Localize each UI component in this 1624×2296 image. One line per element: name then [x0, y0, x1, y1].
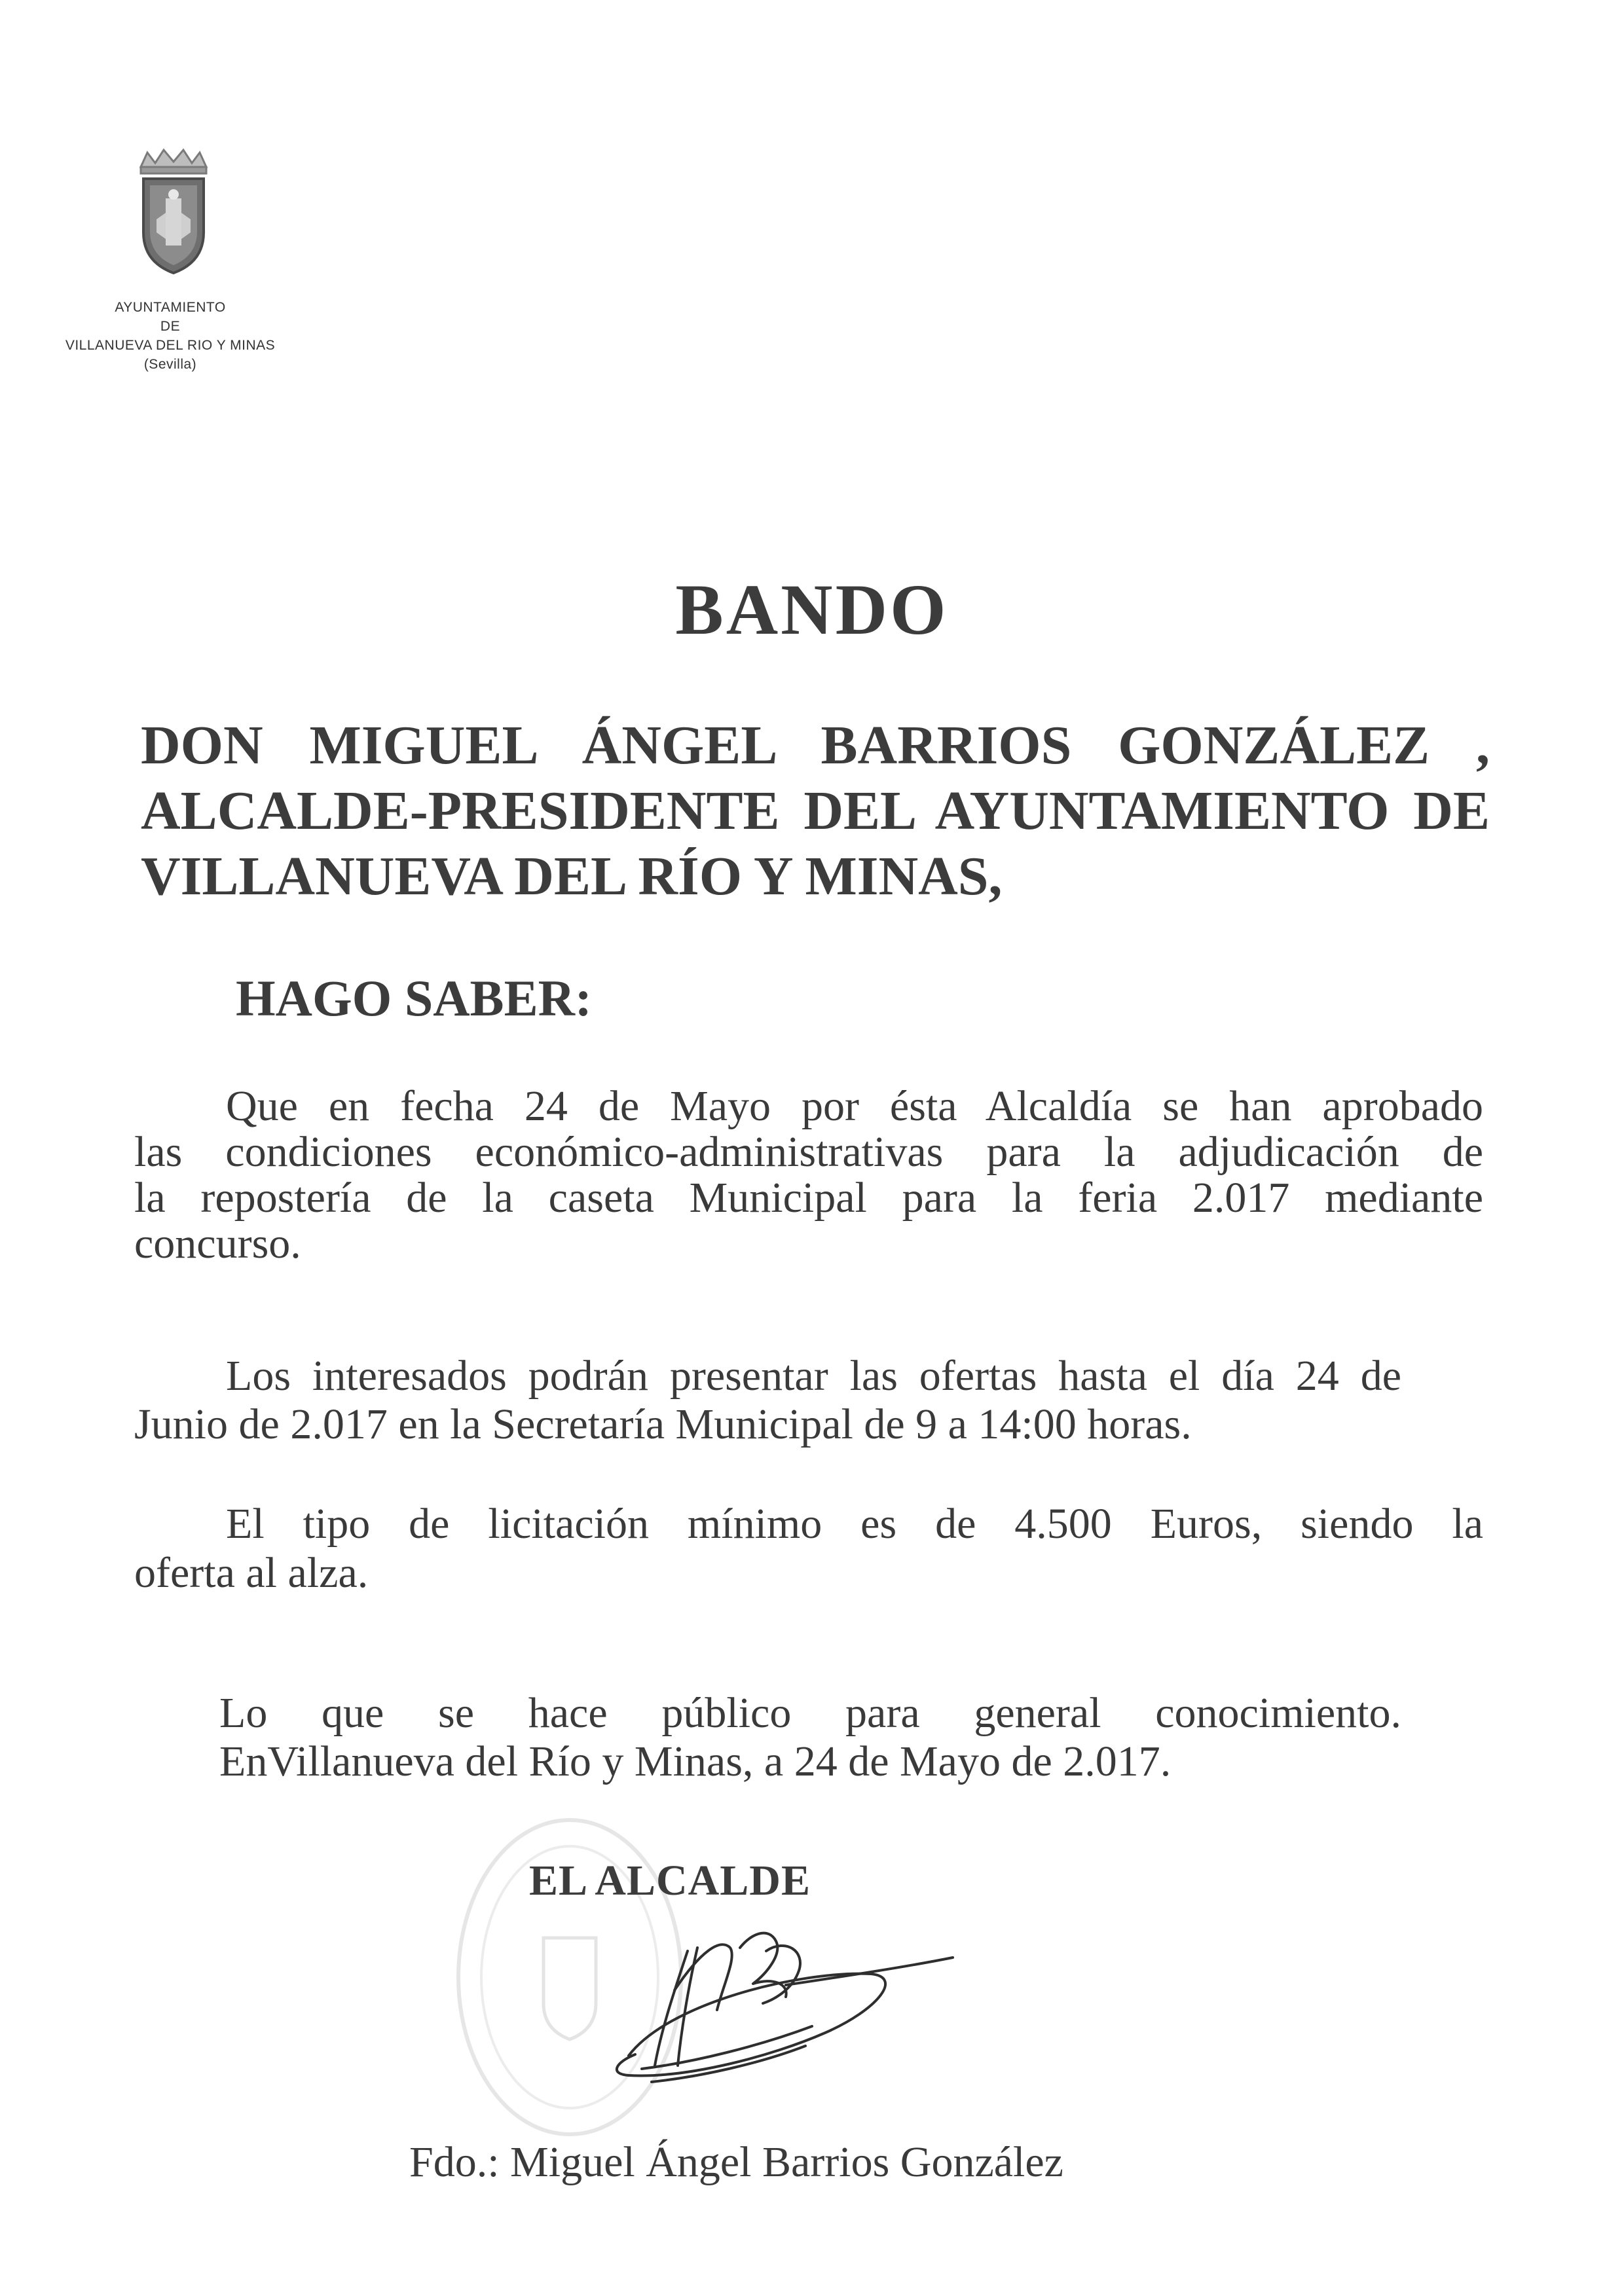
paragraph-line: las condiciones económico-administrativas para la adjudicación de: [134, 1128, 1483, 1176]
paragraph-line: Los interesados podrán presentar las ofertas hasta el día 24 de: [226, 1352, 1401, 1400]
letterhead-line: AYUNTAMIENTO: [115, 300, 226, 315]
paragraph-line: concurso.: [134, 1220, 301, 1267]
paragraph: [134, 1352, 1401, 1449]
paragraph-line: El tipo de licitación mínimo es de 4.500 Euros, siendo la: [226, 1500, 1483, 1548]
handwritten-signature: [589, 1912, 956, 2102]
paragraph: [134, 1084, 1483, 1267]
signer-title: EL ALCALDE: [529, 1857, 811, 1904]
paragraph-line: la repostería de la caseta Municipal para la feria 2.017 mediante: [134, 1174, 1483, 1222]
letterhead: [26, 298, 314, 374]
paragraph-line: Que en fecha 24 de Mayo por ésta Alcaldía se han aprobado: [226, 1082, 1483, 1130]
paragraph: [134, 1499, 1483, 1597]
coat-of-arms-icon: [134, 147, 213, 278]
signed-by: Fdo.: Miguel Ángel Barrios González: [409, 2138, 1063, 2186]
letterhead-line: DE: [160, 319, 181, 334]
letterhead-line: (Sevilla): [143, 357, 197, 372]
heading-line: ALCALDE-PRESIDENTE DEL AYUNTAMIENTO DE: [141, 780, 1490, 841]
letterhead-line: VILLANUEVA DEL RIO Y MINAS: [65, 338, 276, 353]
heading-line: VILLANUEVA DEL RÍO Y MINAS,: [141, 846, 1003, 907]
closing-line: EnVillanueva del Río y Minas, a 24 de Mayo de 2.017.: [219, 1738, 1172, 1785]
paragraph-line: Junio de 2.017 en la Secretaría Municipal de 9 a 14:00 horas.: [134, 1400, 1192, 1448]
heading-line: DON MIGUEL ÁNGEL BARRIOS GONZÁLEZ ,: [141, 715, 1490, 776]
closing: [219, 1689, 1401, 1786]
hago-saber-heading: HAGO SABER:: [236, 970, 592, 1027]
closing-line: Lo que se hace público para general conocimiento.: [219, 1689, 1401, 1737]
paragraph-line: oferta al alza.: [134, 1549, 369, 1597]
document-title: BANDO: [675, 570, 949, 649]
